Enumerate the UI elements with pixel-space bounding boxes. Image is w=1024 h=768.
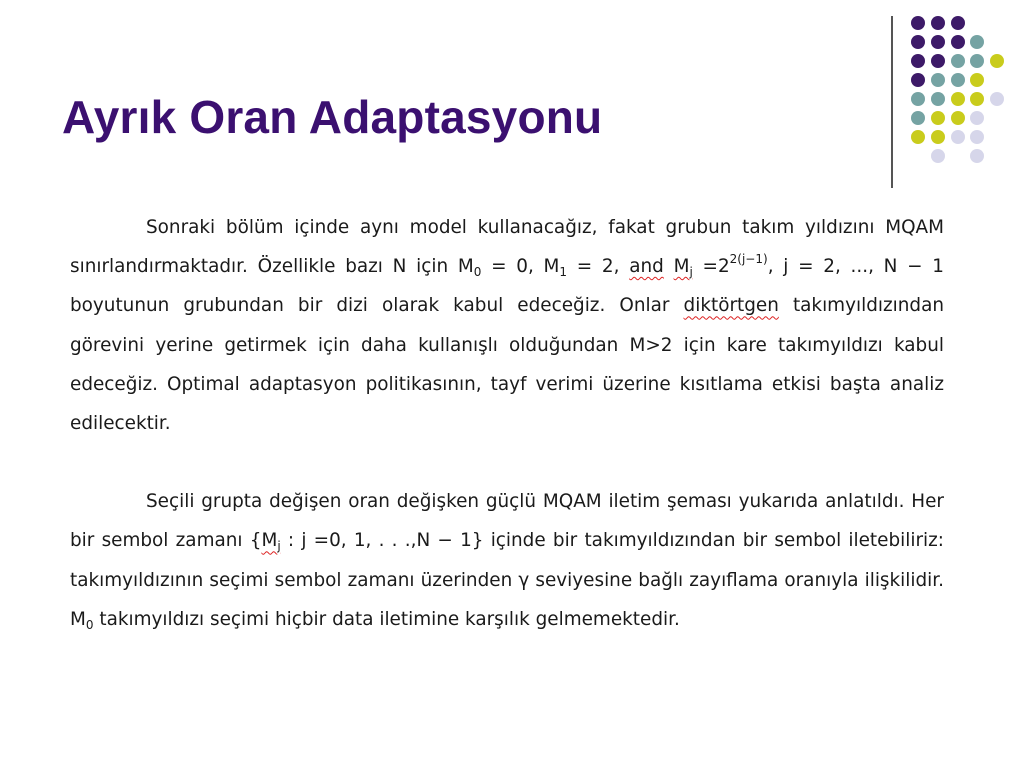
dot bbox=[931, 92, 945, 106]
text: takımyıldızından görevini yerine getirmek için daha kullanışlı olduğundan M>2 için kare takımyıldızı kabul edeceğiz. Optimal adaptasyon politikasının, tayf verimi üzerine kısıtlama etkisi başta analiz edilecektir. bbox=[70, 295, 944, 435]
subscript: 0 bbox=[473, 265, 482, 280]
dot bbox=[931, 130, 945, 144]
text: =2 bbox=[692, 256, 730, 278]
text: M bbox=[673, 256, 690, 278]
dot bbox=[911, 111, 925, 125]
spellcheck-word: diktörtgen bbox=[683, 295, 779, 317]
dot bbox=[931, 73, 945, 87]
vertical-divider bbox=[891, 16, 893, 188]
dot bbox=[911, 73, 925, 87]
spellcheck-word bbox=[261, 530, 281, 554]
subscript: j bbox=[689, 265, 693, 280]
dot bbox=[970, 149, 984, 163]
paragraph-1 bbox=[70, 208, 944, 443]
slide-body bbox=[70, 208, 944, 639]
superscript: 2(j−1) bbox=[729, 252, 768, 267]
text bbox=[664, 256, 674, 277]
dot bbox=[951, 92, 965, 106]
dot bbox=[911, 54, 925, 68]
dot bbox=[970, 130, 984, 144]
dot bbox=[951, 73, 965, 87]
slide-title: Ayrık Oran Adaptasyonu bbox=[62, 91, 603, 143]
dot bbox=[970, 54, 984, 68]
subscript: 1 bbox=[559, 265, 568, 280]
text: , j = 2, ..., N − 1 boyutunun grubundan bir dizi olarak kabul edeceğiz. Onlar bbox=[70, 256, 944, 317]
dot bbox=[951, 16, 965, 30]
text: Seçili grupta değişen oran değişken güçlü MQAM iletim şeması yukarıda anlatıldı. Her bir sembol zamanı { bbox=[70, 491, 944, 552]
dot bbox=[970, 92, 984, 106]
dot bbox=[970, 73, 984, 87]
dot bbox=[951, 54, 965, 68]
spellcheck-word: and bbox=[629, 256, 664, 278]
dot bbox=[990, 92, 1004, 106]
dot bbox=[911, 35, 925, 49]
text: = 2, bbox=[567, 256, 630, 278]
dot bbox=[911, 130, 925, 144]
dot bbox=[951, 130, 965, 144]
dot bbox=[990, 54, 1004, 68]
text: M bbox=[261, 530, 278, 552]
dot bbox=[931, 149, 945, 163]
text: = 0, M bbox=[481, 256, 560, 278]
subscript: j bbox=[277, 539, 281, 554]
text: : j =0, 1, . . .,N − 1} içinde bir takımyıldızından bir sembol iletebiliriz: takımyıldızının seçimi sembol zamanı üzerinden γ seviyesine bağlı zayıflama oranıyla ilişkilidir. M bbox=[70, 530, 944, 630]
dot bbox=[951, 35, 965, 49]
dot bbox=[911, 92, 925, 106]
subscript: 0 bbox=[85, 617, 94, 632]
spellcheck-word bbox=[673, 256, 693, 280]
dot bbox=[931, 111, 945, 125]
dot bbox=[931, 16, 945, 30]
paragraph-2 bbox=[70, 482, 944, 639]
dot bbox=[931, 54, 945, 68]
text: Sonraki bölüm içinde aynı model kullanacağız, fakat grubun takım yıldızını MQAM sınırlandırmaktadır. Özellikle bazı N için M bbox=[70, 217, 944, 278]
dot bbox=[970, 111, 984, 125]
dot bbox=[931, 35, 945, 49]
dot bbox=[911, 16, 925, 30]
dot bbox=[951, 111, 965, 125]
text: takımyıldızı seçimi hiçbir data iletimine karşılık gelmemektedir. bbox=[93, 608, 680, 630]
dot bbox=[970, 35, 984, 49]
